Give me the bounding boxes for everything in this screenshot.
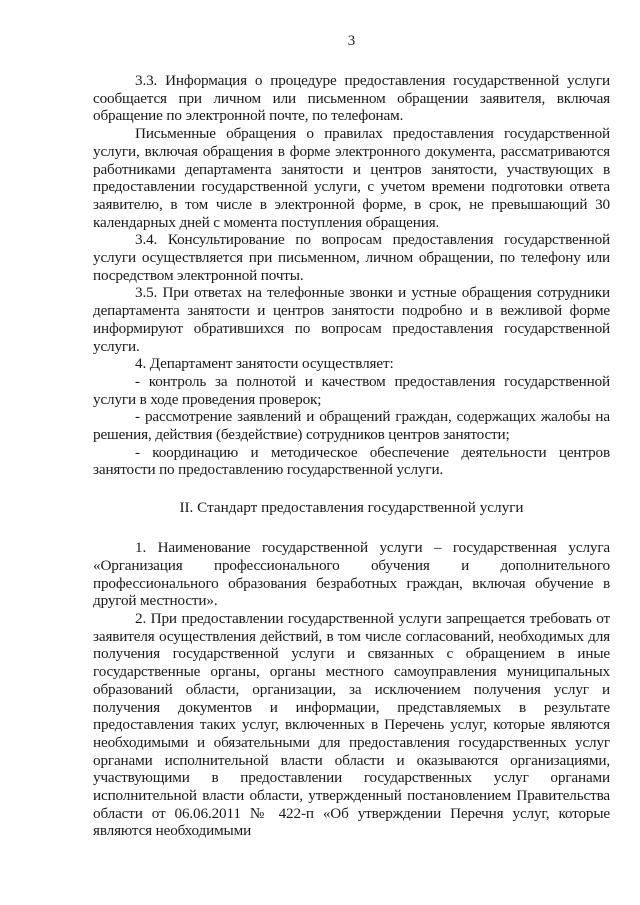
section-2-body bbox=[93, 539, 610, 840]
paragraph-3-4: 3.4. Консультирование по вопросам предоставления государственной услуги осуществляется при письменном, личном обращении, по телефону или посредством электронной почты. bbox=[93, 231, 610, 284]
paragraph-3-5: 3.5. При ответах на телефонные звонки и устные обращения сотрудники департамента занятости и центров занятости подробно и в вежливой форме информируют обратившихся по вопросам предоставления государственной услуги. bbox=[93, 284, 610, 355]
list-item-complaints: - рассмотрение заявлений и обращений граждан, содержащих жалобы на решения, действия (бездействие) сотрудников центров занятости; bbox=[93, 408, 610, 444]
list-item-control: - контроль за полнотой и качеством предоставления государственной услуги в ходе проведения проверок; bbox=[93, 372, 610, 408]
paragraph-written-requests: Письменные обращения о правилах предоставления государственной услуги, включая обращения в форме электронного документа, рассматриваются работниками департамента занятости и центров занятости, участвующих в предоставлении государственной услуги, с учетом времени подготовки ответа заявителю, в том числе в электронной форме, в срок, не превышающий 30 календарных дней с момента поступления обращения. bbox=[93, 125, 610, 231]
paragraph-4: 4. Департамент занятости осуществляет: bbox=[135, 355, 394, 373]
paragraph-service-name: 1. Наименование государственной услуги – государственная услуга «Организация профессионального обучения и дополнительного профессионального образования безработных граждан, включая обучение в другой местности». bbox=[93, 539, 610, 610]
list-item-coordination: - координацию и методическое обеспечение деятельности центров занятости по предоставлению государственной услуги. bbox=[93, 443, 610, 479]
section-1-body bbox=[93, 72, 610, 479]
paragraph-prohibition: 2. При предоставлении государственной услуги запрещается требовать от заявителя осуществления действий, в том числе согласований, необходимых для получения государственной услуги и связанных с обращением в иные государственные органы, органы местного самоуправления муниципальных образований области, организации, за исключением получения услуг и получения документов и информации, представляемых в результате предоставления таких услуг, включенных в Перечень услуг, которые являются необходимыми и обязательными для предоставления государственных услуг органами исполнительной власти области и оказываются организациями, участвующими в предоставлении государственных услуг органами исполнительной власти области, утвержденный постановлением Правительства области от 06.06.2011 № 422-п «Об утверждении Перечня услуг, которые являются необходимыми bbox=[93, 609, 610, 840]
section-2-heading: II. Стандарт предоставления государственной услуги bbox=[179, 499, 524, 517]
paragraph-3-3: 3.3. Информация о процедуре предоставления государственной услуги сообщается при личном или письменном обращении заявителя, включая обращение по электронной почте, по телефонам. bbox=[93, 72, 610, 125]
page-number: 3 bbox=[347, 33, 356, 49]
